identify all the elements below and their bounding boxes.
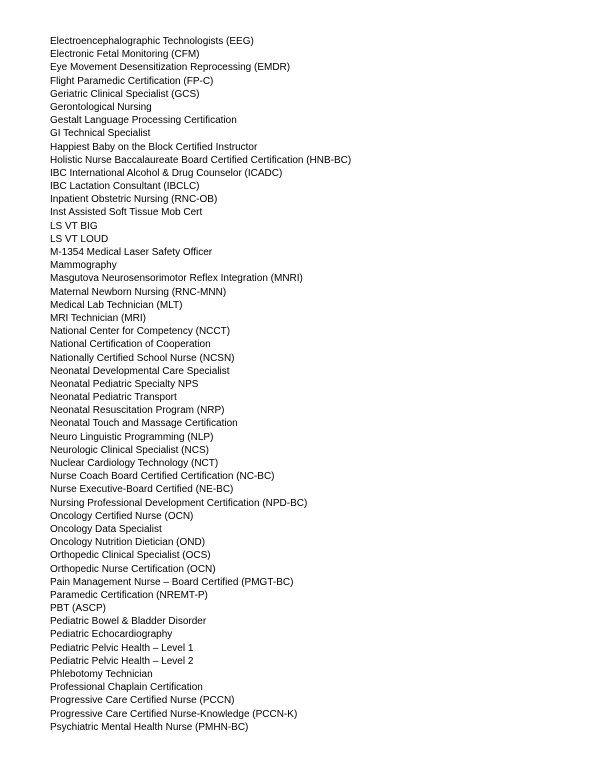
certification-item: MRI Technician (MRI) <box>50 312 146 324</box>
certification-item: Nuclear Cardiology Technology (NCT) <box>50 458 219 469</box>
certification-item: Progressive Care Certified Nurse (PCCN) <box>50 695 235 707</box>
certification-item: Masgutova Neurosensorimotor Reflex Integration (MNRI) <box>50 273 303 285</box>
certification-item: Electronic Fetal Monitoring (CFM) <box>50 49 200 61</box>
certification-item: Pediatric Bowel & Bladder Disorder <box>50 616 207 628</box>
certification-item: Oncology Nutrition Dietician (OND) <box>50 537 206 549</box>
certification-item: Nursing Professional Development Certification (NPD-BC) <box>50 497 308 509</box>
certification-item: Neonatal Pediatric Transport <box>50 392 177 404</box>
certification-item: Holistic Nurse Baccalaureate Board Certified Certification (HNB-BC) <box>50 154 352 166</box>
certification-item: Mammography <box>50 260 117 272</box>
certification-item: Neonatal Touch and Massage Certification <box>50 418 238 430</box>
certification-item: Neonatal Pediatric Specialty NPS <box>50 378 199 390</box>
certification-item: LS VT LOUD <box>50 233 109 245</box>
certification-item: Professional Chaplain Certification <box>50 682 203 694</box>
certification-item: Maternal Newborn Nursing (RNC-MNN) <box>50 286 227 298</box>
certification-item: Nurse Coach Board Certified Certification (NC-BC) <box>50 471 275 483</box>
certification-item: Nationally Certified School Nurse (NCSN) <box>50 352 235 364</box>
certification-item: Neuro Linguistic Programming (NLP) <box>50 431 214 443</box>
certification-item: Oncology Certified Nurse (OCN) <box>50 510 194 522</box>
certification-item: Orthopedic Nurse Certification (OCN) <box>50 563 216 575</box>
certification-item: Gestalt Language Processing Certification <box>50 115 237 127</box>
certification-item: PBT (ASCP) <box>50 603 106 615</box>
certification-item: Orthopedic Clinical Specialist (OCS) <box>50 550 211 562</box>
certification-item: Happiest Baby on the Block Certified Instructor <box>50 141 258 153</box>
certification-item: IBC Lactation Consultant (IBCLC) <box>50 181 200 193</box>
certification-item: M-1354 Medical Laser Safety Officer <box>50 247 213 258</box>
certification-item: GI Technical Specialist <box>50 128 151 140</box>
certification-item: Neurologic Clinical Specialist (NCS) <box>50 444 209 456</box>
certification-item: Gerontological Nursing <box>50 101 152 113</box>
certification-item: Progressive Care Certified Nurse-Knowledge (PCCN-K) <box>50 708 298 720</box>
certification-item: Paramedic Certification (NREMT-P) <box>50 589 208 601</box>
certification-item: Neonatal Developmental Care Specialist <box>50 365 230 377</box>
certification-item: Nurse Executive-Board Certified (NE-BC) <box>50 484 234 496</box>
certification-item: Pediatric Pelvic Health – Level 1 <box>50 642 194 654</box>
certification-item: Inpatient Obstetric Nursing (RNC-OB) <box>50 194 218 206</box>
certification-item: Oncology Data Specialist <box>50 523 162 535</box>
certification-item: LS VT BIG <box>50 220 98 232</box>
certification-item: Phlebotomy Technician <box>50 669 153 680</box>
certification-item: Psychiatric Mental Health Nurse (PMHN-BC) <box>50 721 249 733</box>
certification-item: Inst Assisted Soft Tissue Mob Cert <box>50 207 203 219</box>
certification-item: Eye Movement Desensitization Reprocessing (EMDR) <box>50 62 291 74</box>
certification-item: Medical Lab Technician (MLT) <box>50 299 183 311</box>
certification-item: IBC International Alcohol & Drug Counselor (ICADC) <box>50 167 283 179</box>
certification-item: Pain Management Nurse – Board Certified (PMGT-BC) <box>50 576 294 588</box>
certification-item: National Center for Competency (NCCT) <box>50 326 231 338</box>
certification-item: Pediatric Pelvic Health – Level 2 <box>50 655 194 667</box>
certification-item: Neonatal Resuscitation Program (NRP) <box>50 405 225 417</box>
certification-item: Flight Paramedic Certification (FP-C) <box>50 75 214 87</box>
certification-item: Geriatric Clinical Specialist (GCS) <box>50 88 200 100</box>
certification-item: Electroencephalographic Technologists (EEG) <box>50 36 254 47</box>
certification-list <box>50 35 351 734</box>
certification-item: National Certification of Cooperation <box>50 339 211 351</box>
certification-item: Pediatric Echocardiography <box>50 629 173 641</box>
